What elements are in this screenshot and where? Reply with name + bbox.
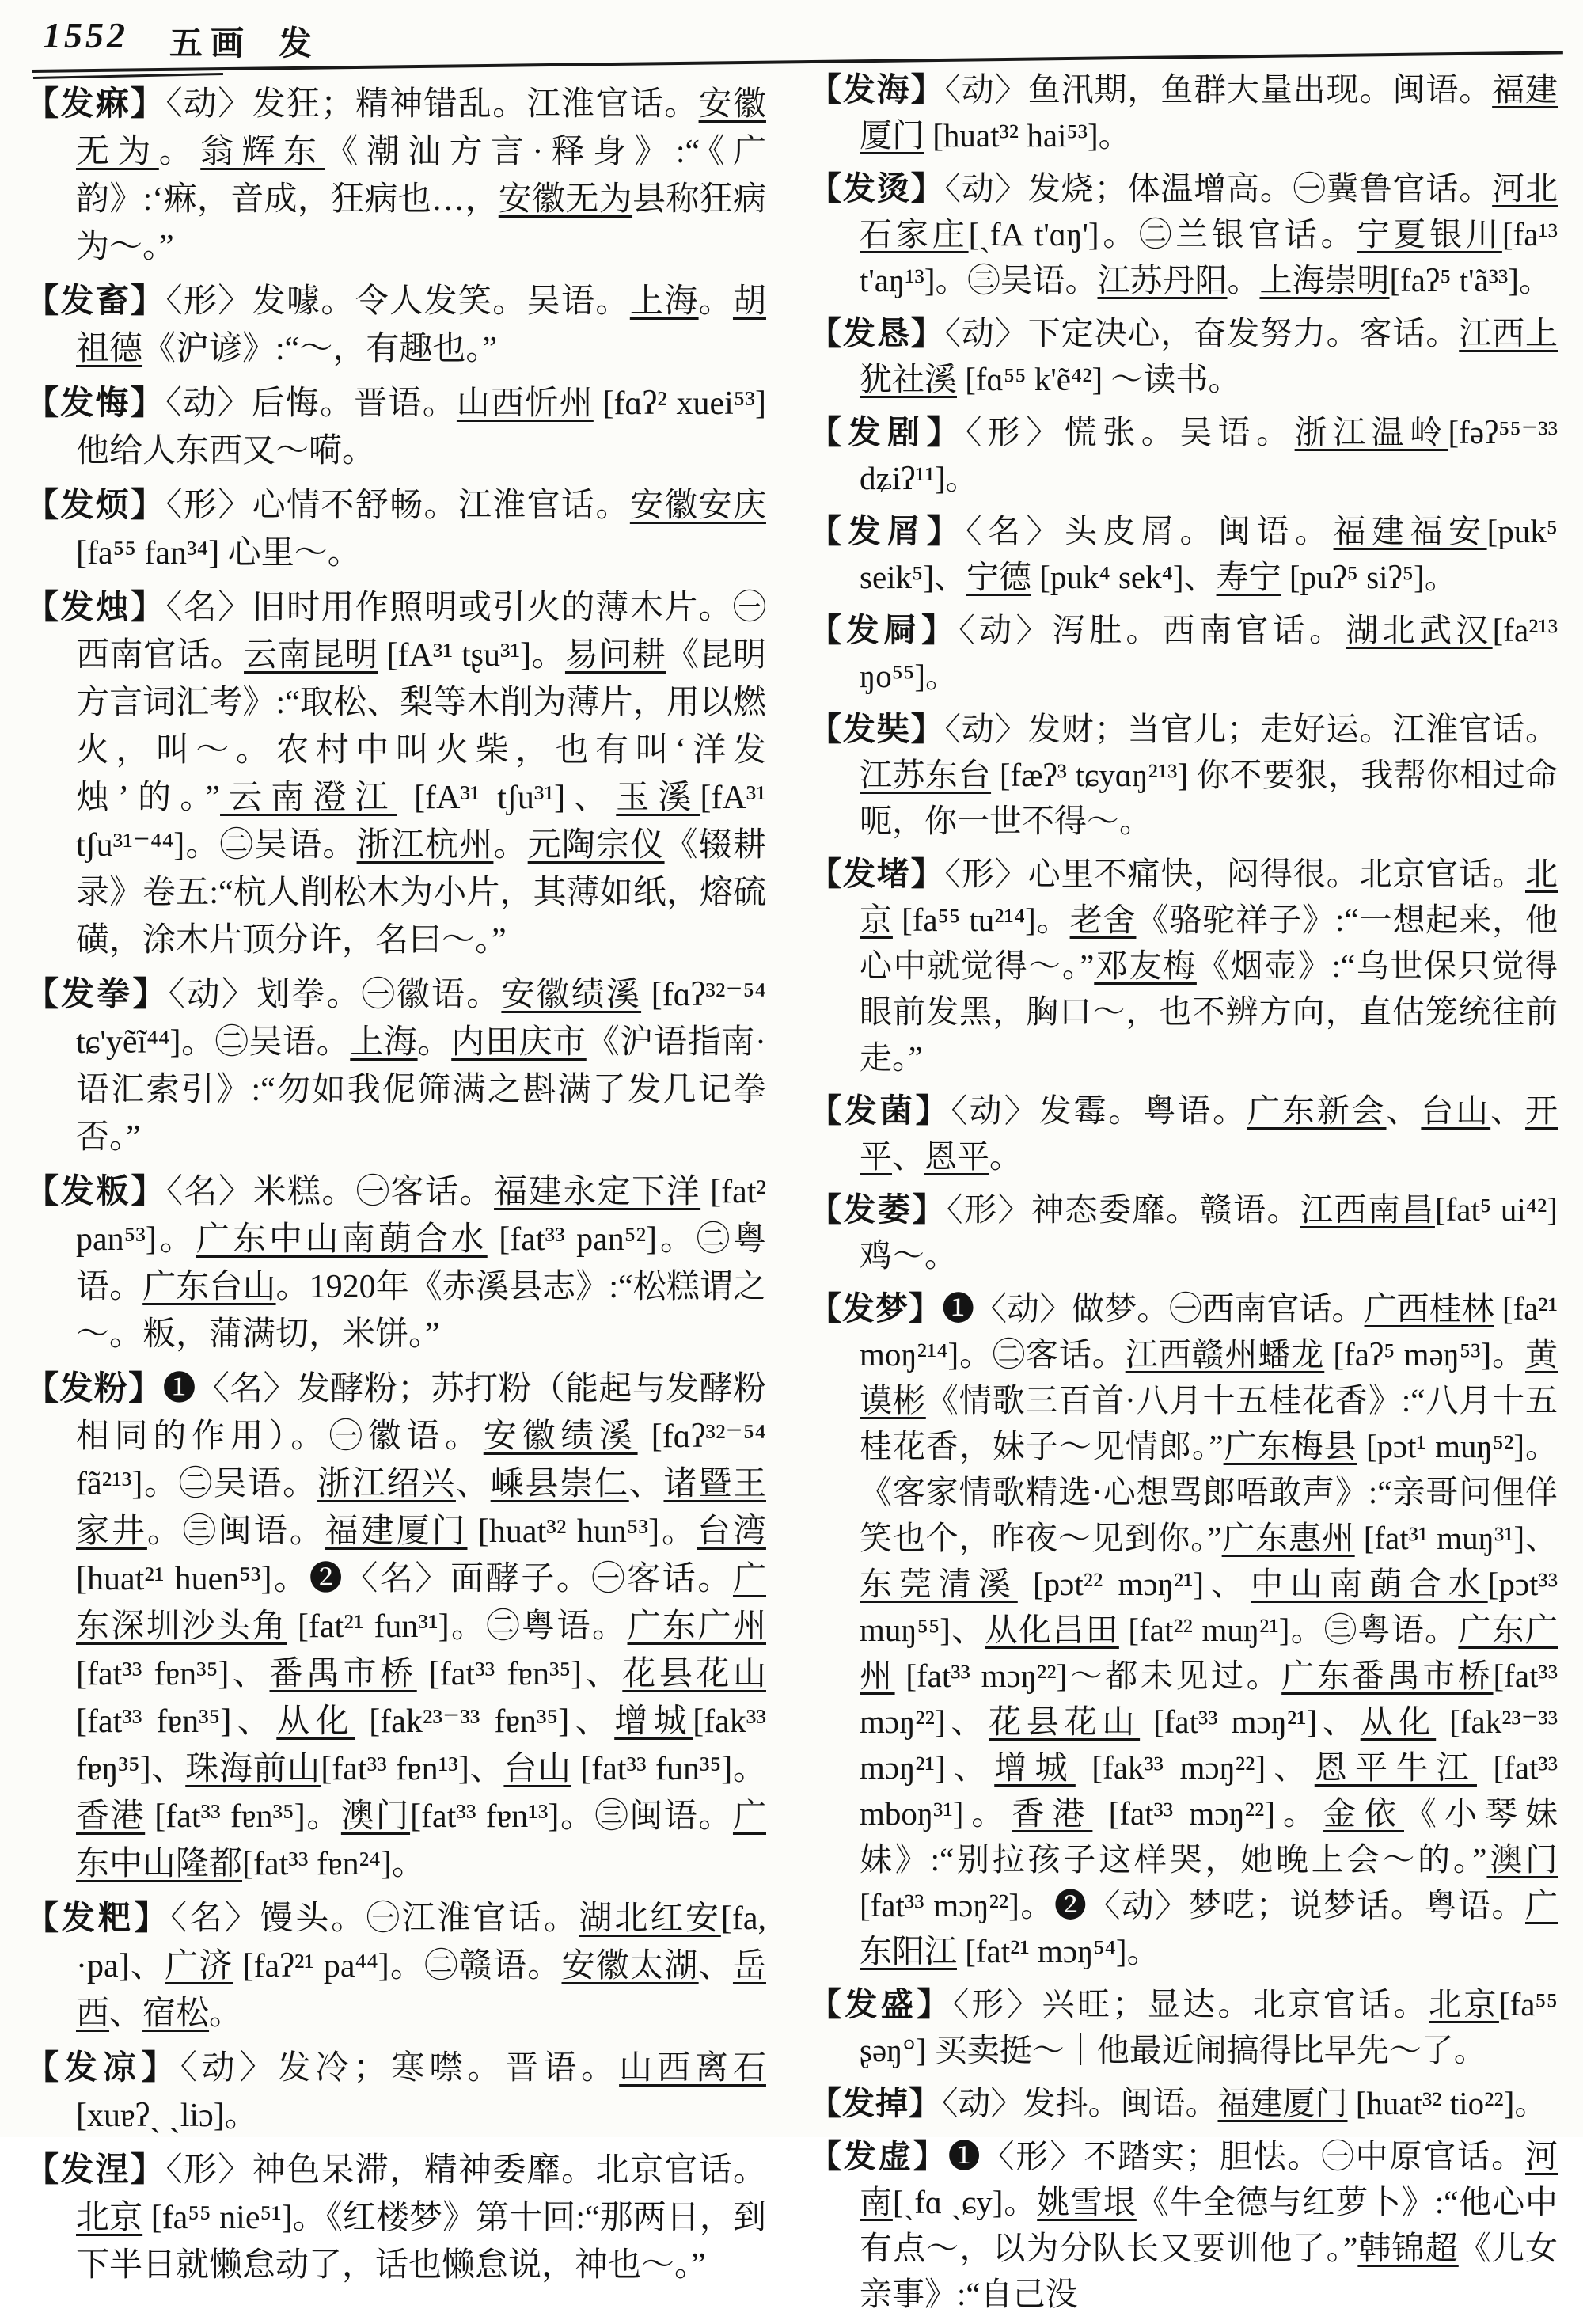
dict-entry: 【发掉】〈动〉发抖。闽语。福建厦门 [huat³² tio²²]。 [809,2085,1547,2121]
dict-entry: 【发拳】〈动〉划拳。㊀徽语。安徽绩溪 [fɑʔ³²⁻⁵⁴ tɕ'yẽĩ⁴⁴]。㊁吴语。上海。内田庆市《沪语指南·语汇索引》:“勿如我伲筛满之斟满了发几记拳否。” [25,977,766,1156]
dict-entry: 【发涅】〈形〉神色呆滞，精神委靡。北京官话。北京 [fa⁵⁵ nie⁵¹]。《红楼梦》第十回:“那两日，到下半日就懒怠动了，话也懒怠说，神也～。” [25,2152,766,2284]
dict-entry: 【发粑】〈名〉馒头。㊀江淮官话。湖北红安[fa, ·pa]、广济 [faʔ²¹ pa⁴⁴]。㊁赣语。安徽太湖、岳西、宿松。 [25,1901,766,2032]
dict-entry: 【发海】〈动〉鱼汛期，鱼群大量出现。闽语。福建厦门 [huat³² hai⁵³]。 [809,71,1558,154]
dict-entry: 【发烦】〈形〉心情不舒畅。江淮官话。安徽安庆 [fa⁵⁵ fan³⁴] 心里～。 [25,488,766,572]
stroke-section-label: 五画 [169,26,252,63]
dict-entry: 【发屙】〈动〉泻肚。西南官话。湖北武汉[fa²¹³ ŋo⁵⁵]。 [809,612,1558,694]
dict-entry: 【发菌】〈动〉发霉。粤语。广东新会、台山、开平、恩平。 [809,1092,1558,1175]
dict-entry: 【发堵】〈形〉心里不痛快，闷得很。北京官话。北京 [fa⁵⁵ tu²¹⁴]。老舍《骆驼祥子》:“一想起来，他心中就觉得～。”邓友梅《烟壶》:“乌世保只觉得眼前发黑，胸口～，也不辨方向，直估笼统往前走。” [809,856,1558,1076]
page-number: 1552 [43,15,128,55]
right-column [809,66,1558,2324]
dict-entry: 【发粄】〈名〉米糕。㊀客话。福建永定下洋 [fat² pan⁵³]。广东中山南蓢合水 [fat³³ pan⁵²]。㊁粤语。广东台山。1920年《赤溪县志》:“松糕谓之～。粄，蒲满切，米饼。” [25,1174,766,1353]
left-column [25,81,766,2296]
dict-entry: 【发凉】〈动〉发冷；寒噤。晋语。山西离石 [xuɐʔˎ ˎliɔ]。 [25,2050,766,2134]
dict-entry: 【发畜】〈形〉发噱。令人发笑。吴语。上海。胡祖德《沪谚》:“～，有趣也。” [25,283,766,367]
dict-entry: 【发剧】〈形〉慌张。吴语。浙江温岭[fəʔ⁵⁵⁻³³ dʑiʔ¹¹]。 [809,414,1558,496]
dict-entry: 【发梦】❶〈动〉做梦。㊀西南官话。广西桂林 [fa²¹ moŋ²¹⁴]。㊁客话。江西赣州蟠龙 [faʔ⁵ məŋ⁵³]。黄谟彬《情歌三百首·八月十五桂花香》:“八月十五桂花香，妹子～见情郎。”广东梅县 [pɔt¹ muŋ⁵²]。《客家情歌精选·心想骂郎唔敢声》:“亲哥问俚佯笑也个，昨夜～见到你。”广东惠州 [fat³¹ muŋ³¹]、东莞清溪 [pɔt²² mɔŋ²¹]、中山南蓢合水[pɔt³³ muŋ⁵⁵]、从化吕田 [fat²² muŋ²¹]。㊂粤语。广东广州 [fat³³ mɔŋ²²]～都未见过。广东番禺市桥[fat³³ mɔŋ²²]、花县花山 [fat³³ mɔŋ²¹]、从化 [fak²³⁻³³ mɔŋ²¹]、增城 [fak³³ mɔŋ²²]、恩平牛江 [fat³³ mboŋ³¹]。香港 [fat³³ mɔŋ²²]。金依《小琴妹妹》:“别拉孩子这样哭，她晚上会～的。”澳门 [fat³³ mɔŋ²²]。❷〈动〉梦呓；说梦话。粤语。广东阳江 [fat²¹ mɔŋ⁵⁴]。 [809,1290,1558,1969]
dict-entry: 【发粉】❶〈名〉发酵粉；苏打粉（能起与发酵粉相同的作用）。㊀徽语。安徽绩溪 [fɑʔ³²⁻⁵⁴ fã²¹³]。㊁吴语。浙江绍兴、嵊县崇仁、诸暨王家井。㊂闽语。福建厦门 [huat³² hun⁵³]。台湾[huat²¹ huen⁵³]。❷〈名〉面酵子。㊀客话。广东深圳沙头角 [fat²¹ fun³¹]。㊁粤语。广东广州 [fat³³ fɐn³⁵]、番禺市桥 [fat³³ fɐn³⁵]、花县花山 [fat³³ fɐn³⁵]、从化 [fak²³⁻³³ fɐn³⁵]、增城[fak³³ fɐŋ³⁵]、珠海前山[fat³³ fɐn¹³]、台山 [fat³³ fun³⁵]。香港 [fat³³ fɐn³⁵]。澳门[fat³³ fɐn¹³]。㊂闽语。广东中山隆都[fat³³ fɐn²⁴]。 [25,1371,766,1882]
dict-entry: 【发奘】〈动〉发财；当官儿；走好运。江淮官话。江苏东台 [fæʔ³ tɕyɑŋ²¹³] 你不要狠，我帮你相过命呃，你一世不得～。 [809,711,1558,839]
dict-entry: 【发萎】〈形〉神态委靡。赣语。江西南昌[fat⁵ ui⁴²]鸡～。 [809,1191,1558,1274]
dict-entry: 【发痳】〈动〉发狂；精神错乱。江淮官话。安徽无为。翁辉东《潮汕方言·释身》:“《广韵》:‘痳，音成，狂病也…，安徽无为县称狂病为～。” [25,86,766,265]
radical-label: 发 [279,26,313,63]
header-rule-double [33,73,223,79]
dict-entry: 【发悔】〈动〉后悔。晋语。山西忻州 [fɑʔ² xuei⁵³] 他给人东西又～嗬。 [25,385,766,469]
dict-entry: 【发虚】❶〈形〉不踏实；胆怯。㊀中原官话。河南[ˎfɑ ˎɕy]。姚雪垠《牛全德与红萝卜》:“他心中有点～，以为分队长又要训他了。”韩锦超《儿女亲事》:“自己没 [809,2138,1558,2312]
dict-entry: 【发烛】〈名〉旧时用作照明或引火的薄木片。㊀西南官话。云南昆明 [fA³¹ tʂu³¹]。易问耕《昆明方言词汇考》:“取松、梨等木削为薄片，用以燃火，叫～。农村中叫火柴，也有叫‘洋发烛’的。”云南澄江 [fA³¹ tʃu³¹]、玉溪[fA³¹ tʃu³¹⁻⁴⁴]。㊁吴语。浙江杭州。元陶宗仪《辍耕录》卷五:“杭人削松木为小片，其薄如纸，熔硫磺，涂木片顶分许，名曰～。” [25,590,766,959]
dict-entry: 【发屑】〈名〉头皮屑。闽语。福建福安[puk⁵ seik⁵]、宁德 [puk⁴ sek⁴]、寿宁 [puʔ⁵ siʔ⁵]。 [809,513,1558,595]
dict-entry: 【发盛】〈形〉兴旺；显达。北京官话。北京[fa⁵⁵ ʂəŋ°] 买卖挺～｜他最近闹搞得比早先～了。 [809,1986,1558,2068]
dict-entry: 【发烫】〈动〉发烧；体温增高。㊀冀鲁官话。河北石家庄[ˎfA t'ɑŋ']。㊁兰银官话。宁夏银川[fa¹³ t'aŋ¹³]。㊂吴语。江苏丹阳。上海崇明[faʔ⁵ t'ã³³]。 [809,170,1558,298]
dict-entry: 【发恳】〈动〉下定决心，奋发努力。客话。江西上犹社溪 [fɑ⁵⁵ k'ẽ⁴²] ～读书。 [809,315,1558,397]
